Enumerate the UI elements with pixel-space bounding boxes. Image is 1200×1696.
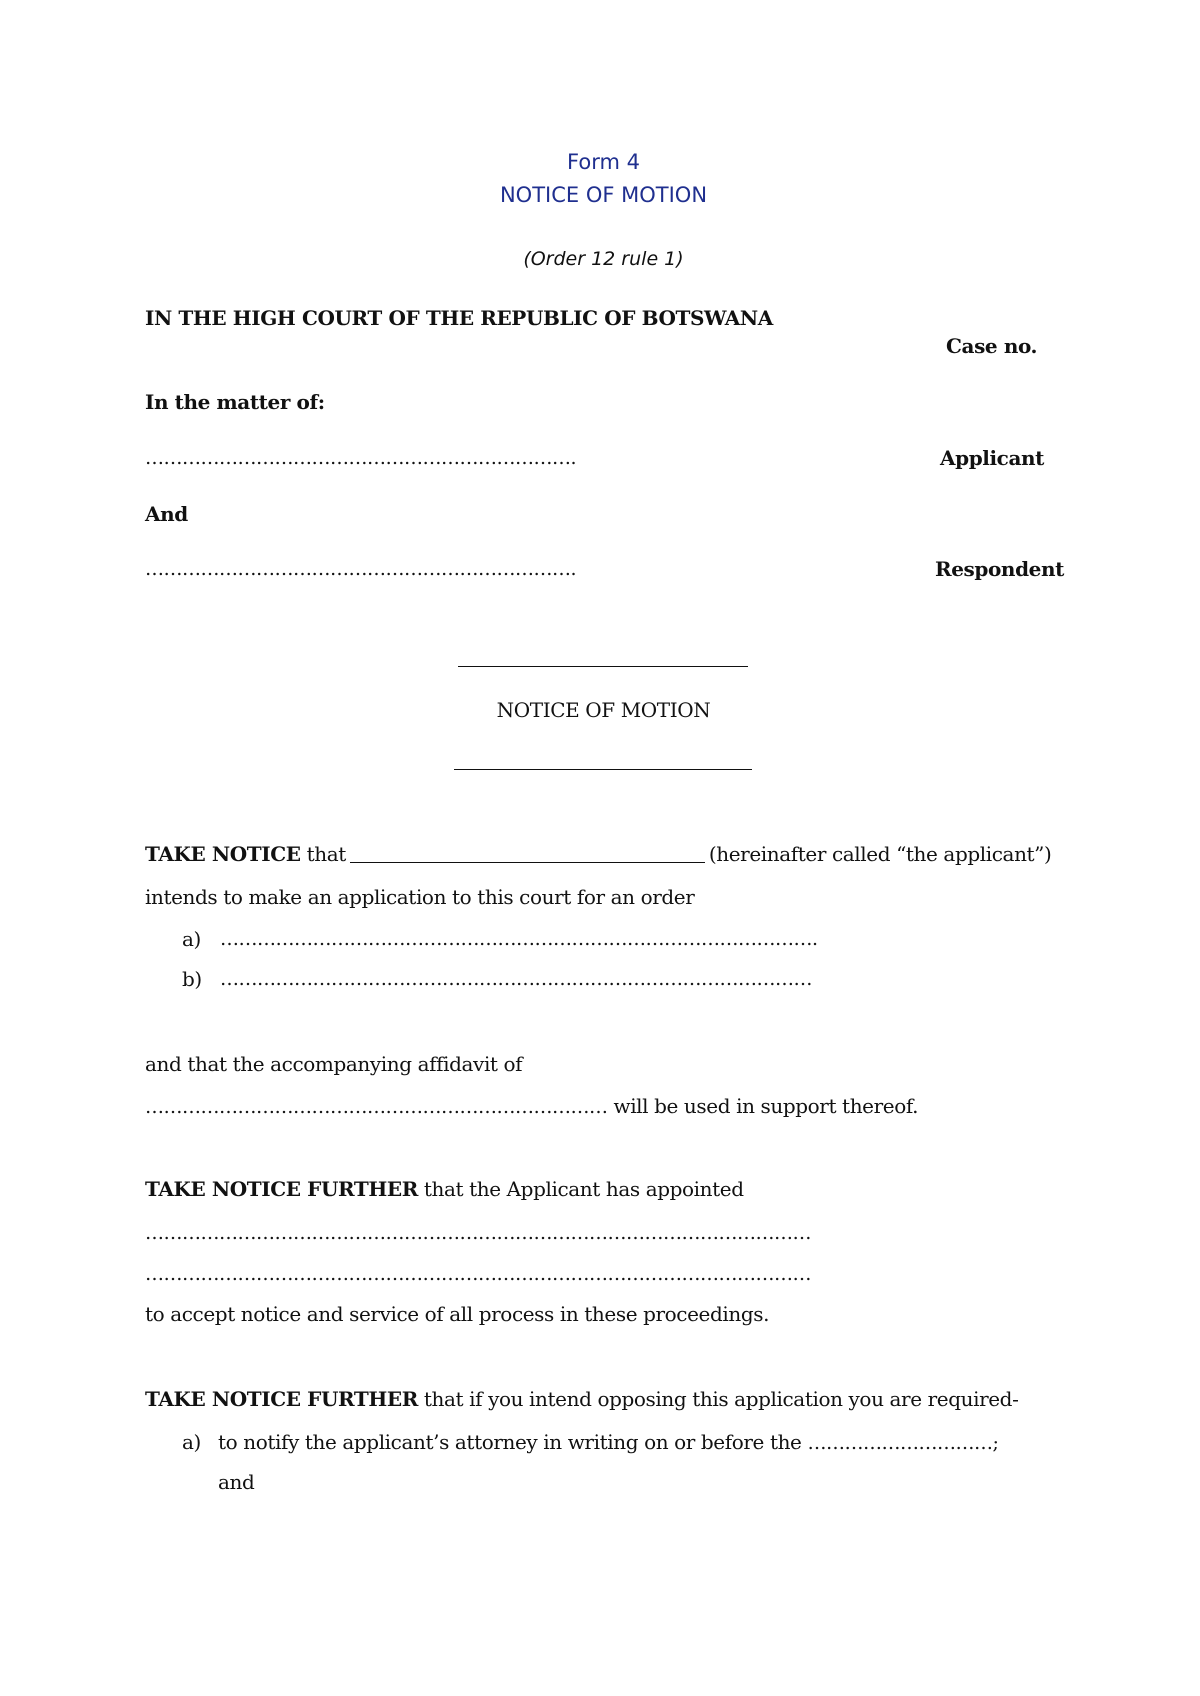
court-name: IN THE HIGH COURT OF THE REPUBLIC OF BOTSWANA bbox=[145, 306, 773, 330]
form-name: NOTICE OF MOTION bbox=[499, 183, 708, 207]
notice-further-attorney bbox=[145, 1177, 744, 1201]
notice-further-lead-2: TAKE NOTICE FURTHER bbox=[145, 1387, 418, 1411]
respondent-name-line: ……………………………………………………………. bbox=[145, 558, 577, 580]
notice-further-opposing bbox=[145, 1387, 1018, 1411]
application-intent-text: intends to make an application to this court for an order bbox=[145, 885, 695, 909]
order-item-b-dots: …………………………………………………………………………………… bbox=[220, 968, 812, 990]
take-notice-that: that bbox=[306, 842, 346, 866]
matter-label: In the matter of: bbox=[145, 390, 325, 414]
respondent-label: Respondent bbox=[935, 557, 1064, 581]
affidavit-line bbox=[145, 1094, 918, 1118]
applicant-name-blank bbox=[350, 842, 705, 863]
applicant-label: Applicant bbox=[940, 446, 1044, 470]
requirement-a-line bbox=[218, 1430, 998, 1454]
requirement-a-text: to notify the applicant’s attorney in writing on or before the bbox=[218, 1430, 802, 1454]
case-number-label: Case no. bbox=[946, 334, 1038, 358]
affidavit-deponent-dots: ………………………………………………………………… bbox=[145, 1096, 608, 1118]
requirement-a-continuation: and bbox=[218, 1470, 255, 1494]
order-reference: (Order 12 rule 1) bbox=[523, 248, 684, 270]
applicant-name-line: ……………………………………………………………. bbox=[145, 447, 577, 469]
order-item-a-dots: ……………………………………………………………………………………. bbox=[220, 928, 818, 950]
notice-further-text-1: that the Applicant has appointed bbox=[423, 1177, 744, 1201]
section-rule-bottom bbox=[454, 769, 752, 770]
notice-further-lead-1: TAKE NOTICE FURTHER bbox=[145, 1177, 418, 1201]
attorney-dots-line-1: ……………………………………………………………………………………………… bbox=[145, 1222, 811, 1244]
order-item-a-marker: a) bbox=[182, 927, 201, 951]
requirement-a-marker: a) bbox=[182, 1430, 201, 1454]
attorney-dots-line-2: ……………………………………………………………………………………………… bbox=[145, 1263, 811, 1285]
order-item-b-marker: b) bbox=[182, 967, 202, 991]
notice-further-text-2: that if you intend opposing this application you are required- bbox=[423, 1387, 1019, 1411]
form-number: Form 4 bbox=[567, 150, 640, 174]
requirement-a-date-dots: …………………………; bbox=[807, 1432, 999, 1454]
section-title: NOTICE OF MOTION bbox=[496, 698, 711, 722]
take-notice-line bbox=[145, 842, 1051, 866]
section-rule-top bbox=[458, 666, 748, 667]
affidavit-intro: and that the accompanying affidavit of bbox=[145, 1052, 523, 1076]
accept-notice-text: to accept notice and service of all process in these proceedings. bbox=[145, 1302, 770, 1326]
hereinafter-text: (hereinafter called “the applicant”) bbox=[708, 842, 1052, 866]
take-notice-lead: TAKE NOTICE bbox=[145, 842, 301, 866]
affidavit-rest: will be used in support thereof. bbox=[613, 1094, 919, 1118]
and-label: And bbox=[145, 502, 188, 526]
